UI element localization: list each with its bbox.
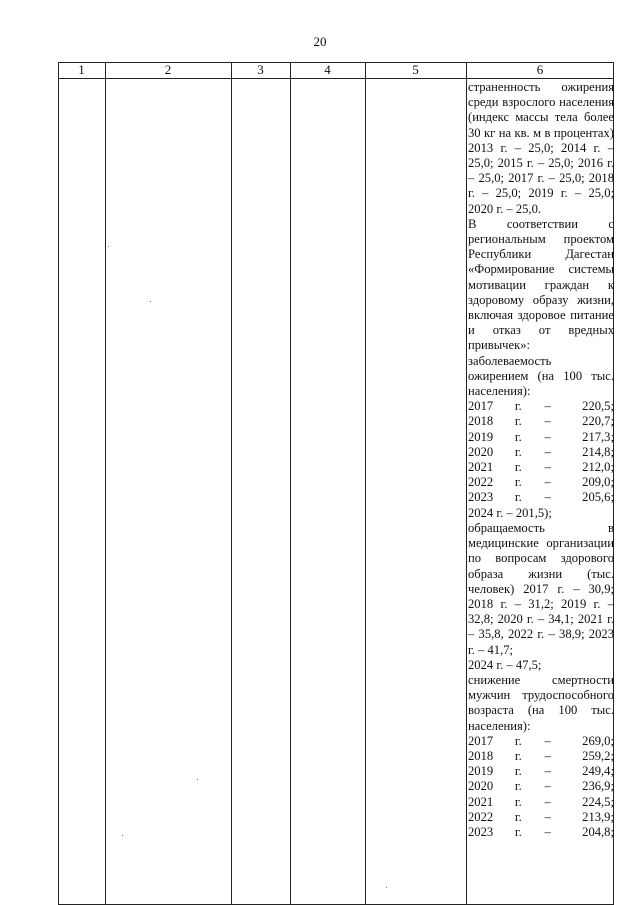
regional-project-text: В соответствии с региональным проектом Республики Дагестан «Формирование системы мотивации граждан к здоровому образу жизни, включая здоровое питание и отказ от вредных привычек»: bbox=[468, 216, 614, 353]
year: 2023 bbox=[468, 824, 494, 839]
year: 2022 bbox=[468, 809, 494, 824]
list-item bbox=[468, 764, 614, 779]
dash: – bbox=[544, 733, 551, 748]
value: 212,0; bbox=[582, 460, 614, 475]
header-col-4: 4 bbox=[324, 62, 331, 77]
list-item bbox=[468, 734, 614, 749]
male-mortality-list bbox=[468, 734, 614, 840]
year-abbr: г. bbox=[514, 794, 522, 809]
scan-speck bbox=[122, 835, 123, 836]
scan-speck bbox=[108, 246, 109, 247]
male-mortality-heading: снижение смертности мужчин трудоспособного возраста (на 100 тыс. населения): bbox=[468, 672, 614, 733]
dash: – bbox=[544, 809, 551, 824]
dash: – bbox=[544, 414, 551, 429]
list-item bbox=[468, 749, 614, 764]
obesity-incidence-list bbox=[468, 399, 614, 505]
year-abbr: г. bbox=[514, 809, 522, 824]
health-visits-text: обращаемость в медицинские организации по вопросам здорового образа жизни (тыс. человек) 2017 г. – 30,9; 2018 г. – 31,2; 2019 г. – 32,8; 2020 г. – 34,1; 2021 г. – 35,8, 2022 г. – 38,9; 2023 г. – 41,7; bbox=[468, 520, 614, 657]
col-border-5-6 bbox=[466, 62, 467, 905]
header-col-3: 3 bbox=[257, 62, 264, 77]
dash: – bbox=[544, 429, 551, 444]
dash: – bbox=[544, 764, 551, 779]
scan-speck bbox=[197, 779, 198, 780]
col-border-left bbox=[58, 62, 59, 905]
value: 220,5; bbox=[582, 399, 614, 414]
list-item bbox=[468, 490, 614, 505]
value: 269,0; bbox=[582, 733, 614, 748]
year-abbr: г. bbox=[514, 490, 522, 505]
value: 209,0; bbox=[582, 475, 614, 490]
list-item bbox=[468, 795, 614, 810]
data-table bbox=[58, 62, 614, 905]
value: 236,9; bbox=[582, 779, 614, 794]
year-abbr: г. bbox=[514, 475, 522, 490]
year-abbr: г. bbox=[514, 429, 522, 444]
year: 2019 bbox=[468, 764, 494, 779]
header-col-1: 1 bbox=[78, 62, 85, 77]
year: 2018 bbox=[468, 414, 494, 429]
header-col-2: 2 bbox=[164, 62, 172, 77]
page-number: 20 bbox=[313, 34, 327, 49]
year-abbr: г. bbox=[514, 748, 522, 763]
year: 2017 bbox=[468, 733, 494, 748]
list-item bbox=[468, 399, 614, 414]
year-abbr: г. bbox=[514, 414, 522, 429]
year-abbr: г. bbox=[514, 460, 522, 475]
year: 2020 bbox=[468, 444, 494, 459]
year: 2021 bbox=[468, 460, 494, 475]
dash: – bbox=[544, 460, 551, 475]
dash: – bbox=[544, 794, 551, 809]
value: 205,6; bbox=[582, 490, 614, 505]
col-border-2-3 bbox=[231, 62, 232, 905]
scan-speck bbox=[386, 887, 387, 888]
header-bottom-border bbox=[58, 78, 614, 79]
year-abbr: г. bbox=[514, 779, 522, 794]
dash: – bbox=[544, 490, 551, 505]
value: 220,7; bbox=[582, 414, 614, 429]
value: 224,5; bbox=[582, 794, 614, 809]
col-border-4-5 bbox=[365, 62, 366, 905]
dash: – bbox=[544, 779, 551, 794]
obesity-incidence-end: 2024 г. – 201,5); bbox=[468, 505, 552, 520]
list-item bbox=[468, 825, 614, 840]
year: 2017 bbox=[468, 399, 494, 414]
year-abbr: г. bbox=[514, 824, 522, 839]
year: 2019 bbox=[468, 429, 494, 444]
list-item bbox=[468, 460, 614, 475]
year: 2021 bbox=[468, 794, 494, 809]
list-item bbox=[468, 414, 614, 429]
list-item bbox=[468, 810, 614, 825]
list-item bbox=[468, 445, 614, 460]
column-6-content bbox=[468, 80, 614, 840]
obesity-incidence-heading: заболеваемость ожирением (на 100 тыс. населения): bbox=[468, 353, 614, 399]
value: 217,3; bbox=[582, 429, 614, 444]
list-item bbox=[468, 475, 614, 490]
year-abbr: г. bbox=[514, 444, 522, 459]
value: 249,4; bbox=[582, 764, 614, 779]
dash: – bbox=[544, 748, 551, 763]
year: 2022 bbox=[468, 475, 494, 490]
health-visits-end: 2024 г. – 47,5; bbox=[468, 657, 542, 672]
dash: – bbox=[544, 475, 551, 490]
year-abbr: г. bbox=[514, 764, 522, 779]
year: 2020 bbox=[468, 779, 494, 794]
obesity-prevalence-text: страненность ожирения среди взрослого населения (индекс массы тела более 30 кг на кв. м в процентах) 2013 г. – 25,0; 2014 г. – 25,0; 2015 г. – 25,0; 2016 г. – 25,0; 2017 г. – 25,0; 2018 г. – 25,0; 2019 г. – 25,0; 2020 г. – 25,0. bbox=[468, 80, 614, 216]
list-item bbox=[468, 430, 614, 445]
value: 213,9; bbox=[582, 809, 614, 824]
year-abbr: г. bbox=[514, 399, 522, 414]
year-abbr: г. bbox=[514, 733, 522, 748]
value: 259,2; bbox=[582, 748, 614, 763]
year: 2018 bbox=[468, 748, 494, 763]
dash: – bbox=[544, 444, 551, 459]
header-col-5: 5 bbox=[412, 62, 419, 77]
list-item bbox=[468, 779, 614, 794]
dash: – bbox=[544, 824, 551, 839]
header-col-6: 6 bbox=[536, 62, 544, 77]
scan-speck bbox=[150, 301, 151, 302]
value: 204,8; bbox=[582, 824, 614, 839]
col-border-1-2 bbox=[105, 62, 106, 905]
value: 214,8; bbox=[582, 444, 614, 459]
dash: – bbox=[544, 399, 551, 414]
col-border-3-4 bbox=[290, 62, 291, 905]
year: 2023 bbox=[468, 490, 494, 505]
